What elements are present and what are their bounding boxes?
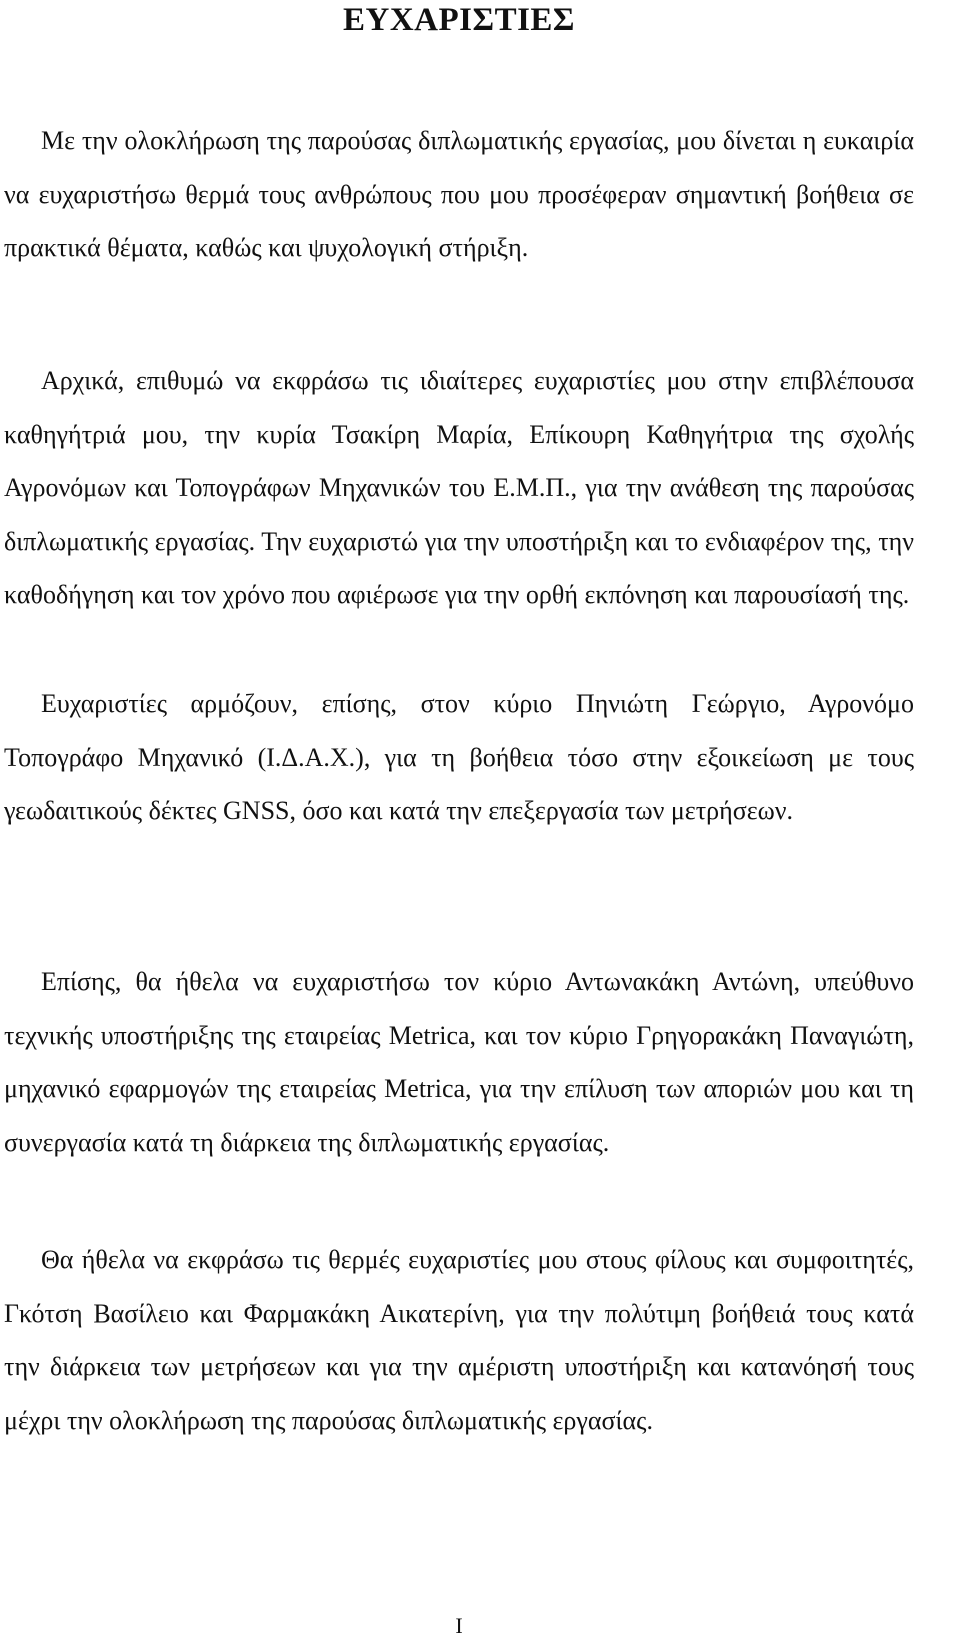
paragraph-intro: Με την ολοκλήρωση της παρούσας διπλωματικής εργασίας, μου δίνεται η ευκαιρία να ευχαριστήσω θερμά τους ανθρώπους που μου προσέφεραν σημαντική βοήθεια σε πρακτικά θέματα, καθώς και ψυχολογική στήριξη. (4, 126, 914, 262)
page-title: ΕΥΧΑΡΙΣΤΙΕΣ (342, 2, 576, 38)
document-page (4, 0, 914, 1435)
paragraph-supervisor: Αρχικά, επιθυμώ να εκφράσω τις ιδιαίτερες ευχαριστίες μου στην επιβλέπουσα καθηγήτριά μου, την κυρία Τσακίρη Μαρία, Επίκουρη Καθηγήτρια της σχολής Αγρονόμων και Τοπογράφων Μηχανικών του Ε.Μ.Π., για την ανάθεση της παρούσας διπλωματικής εργασίας. Την ευχαριστώ για την υποστήριξη και το ενδιαφέρον της, την καθοδήγηση και τον χρόνο που αφιέρωσε για την ορθή εκπόνηση και παρουσίασή της. (4, 366, 914, 609)
paragraph-friends: Θα ήθελα να εκφράσω τις θερμές ευχαριστίες μου στους φίλους και συμφοιτητές, Γκότση Βασίλειο και Φαρμακάκη Αικατερίνη, για την πολύτιμη βοήθειά τους κατά την διάρκεια των μετρήσεων και για την αμέριστη υποστήριξη και κατανόησή τους μέχρι την ολοκλήρωση της παρούσας διπλωματικής εργασίας. (4, 1245, 914, 1435)
paragraph-metrica: Επίσης, θα ήθελα να ευχαριστήσω τον κύριο Αντωνακάκη Αντώνη, υπεύθυνο τεχνικής υποστήριξης της εταιρείας Metrica, και τον κύριο Γρηγορακάκη Παναγιώτη, μηχανικό εφαρμογών της εταιρείας Metrica, για την επίλυση των αποριών μου και τη συνεργασία κατά τη διάρκεια της διπλωματικής εργασίας. (4, 967, 914, 1157)
paragraph-piniotis: Ευχαριστίες αρμόζουν, επίσης, στον κύριο Πηνιώτη Γεώργιο, Αγρονόμο Τοπογράφο Μηχανικό (Ι.Δ.Α.Χ.), για τη βοήθεια τόσο στην εξοικείωση με τους γεωδαιτικούς δέκτες GNSS, όσο και κατά την επεξεργασία των μετρήσεων. (4, 689, 914, 825)
page-number: I (455, 1613, 463, 1638)
